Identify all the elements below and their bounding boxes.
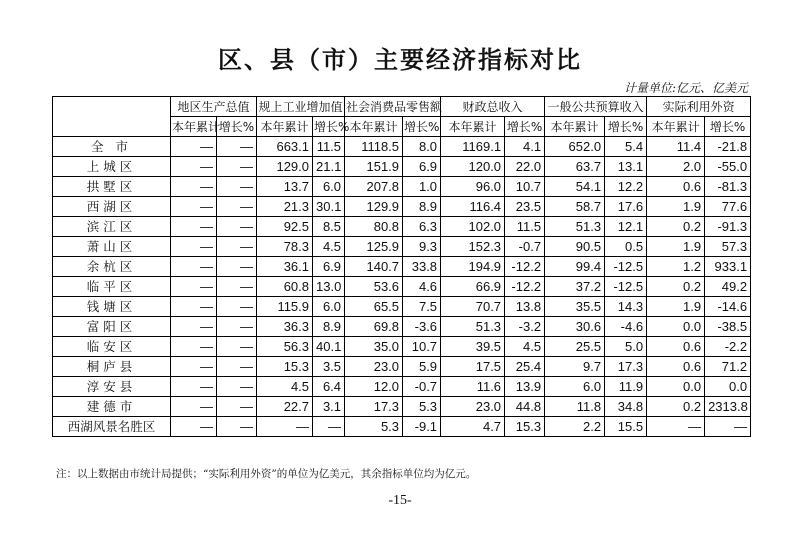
- value-cell: 116.4: [441, 197, 505, 217]
- value-cell: -81.3: [705, 177, 751, 197]
- value-cell: 14.3: [605, 297, 647, 317]
- value-cell: —: [647, 417, 705, 437]
- table-row: [53, 197, 751, 217]
- value-cell: 10.7: [403, 337, 441, 357]
- value-cell: —: [171, 397, 217, 417]
- region-header-cell: [53, 97, 171, 137]
- group-header-row: [53, 97, 751, 117]
- value-cell: 25.5: [545, 337, 605, 357]
- value-cell: —: [313, 417, 345, 437]
- value-cell: -91.3: [705, 217, 751, 237]
- region-name-cell: 富阳区: [53, 317, 171, 337]
- value-cell: 34.8: [605, 397, 647, 417]
- region-name-cell: 滨江区: [53, 217, 171, 237]
- value-cell: 4.6: [403, 277, 441, 297]
- value-cell: -12.2: [505, 257, 545, 277]
- value-cell: 1118.5: [345, 137, 403, 157]
- value-cell: 13.9: [505, 377, 545, 397]
- group-header: 社会消费品零售额: [345, 97, 441, 117]
- value-cell: 66.9: [441, 277, 505, 297]
- value-cell: —: [705, 417, 751, 437]
- value-cell: 58.7: [545, 197, 605, 217]
- value-cell: 5.3: [403, 397, 441, 417]
- value-cell: 13.8: [505, 297, 545, 317]
- value-cell: -38.5: [705, 317, 751, 337]
- value-cell: 2.0: [647, 157, 705, 177]
- value-cell: 15.3: [257, 357, 313, 377]
- value-cell: 125.9: [345, 237, 403, 257]
- value-cell: 22.7: [257, 397, 313, 417]
- value-cell: 0.2: [647, 277, 705, 297]
- value-cell: 9.7: [545, 357, 605, 377]
- value-cell: 6.0: [313, 177, 345, 197]
- value-cell: 5.4: [605, 137, 647, 157]
- value-cell: 60.8: [257, 277, 313, 297]
- value-cell: -21.8: [705, 137, 751, 157]
- value-cell: 10.7: [505, 177, 545, 197]
- value-cell: —: [171, 417, 217, 437]
- value-cell: —: [217, 337, 257, 357]
- value-cell: 115.9: [257, 297, 313, 317]
- value-cell: 2313.8: [705, 397, 751, 417]
- value-cell: 13.0: [313, 277, 345, 297]
- value-cell: —: [217, 197, 257, 217]
- sub-header: 增长%: [705, 117, 751, 137]
- sub-header: 增长%: [403, 117, 441, 137]
- value-cell: 11.6: [441, 377, 505, 397]
- value-cell: 120.0: [441, 157, 505, 177]
- value-cell: 4.5: [505, 337, 545, 357]
- table-row: [53, 337, 751, 357]
- value-cell: 57.3: [705, 237, 751, 257]
- value-cell: 12.0: [345, 377, 403, 397]
- value-cell: 51.3: [441, 317, 505, 337]
- value-cell: —: [217, 357, 257, 377]
- value-cell: 11.5: [505, 217, 545, 237]
- region-name-cell: 全 市: [53, 137, 171, 157]
- region-name-cell: 临平区: [53, 277, 171, 297]
- value-cell: 0.6: [647, 337, 705, 357]
- table-row: [53, 317, 751, 337]
- value-cell: 1.9: [647, 237, 705, 257]
- region-name-cell: 建德市: [53, 397, 171, 417]
- value-cell: 102.0: [441, 217, 505, 237]
- table-row: [53, 277, 751, 297]
- value-cell: -9.1: [403, 417, 441, 437]
- value-cell: 25.4: [505, 357, 545, 377]
- value-cell: 70.7: [441, 297, 505, 317]
- region-name-cell: 淳安县: [53, 377, 171, 397]
- value-cell: —: [171, 177, 217, 197]
- value-cell: 23.5: [505, 197, 545, 217]
- value-cell: —: [217, 277, 257, 297]
- value-cell: —: [171, 377, 217, 397]
- value-cell: 37.2: [545, 277, 605, 297]
- value-cell: 96.0: [441, 177, 505, 197]
- value-cell: 5.0: [605, 337, 647, 357]
- value-cell: -12.5: [605, 257, 647, 277]
- value-cell: —: [217, 157, 257, 177]
- value-cell: 33.8: [403, 257, 441, 277]
- value-cell: 9.3: [403, 237, 441, 257]
- value-cell: 92.5: [257, 217, 313, 237]
- region-name-cell: 钱塘区: [53, 297, 171, 317]
- value-cell: 23.0: [345, 357, 403, 377]
- table-row: [53, 177, 751, 197]
- value-cell: 6.0: [545, 377, 605, 397]
- region-name-cell: 西湖风景名胜区: [53, 417, 171, 437]
- value-cell: —: [257, 417, 313, 437]
- sub-header: 本年累计: [345, 117, 403, 137]
- sub-header: 增长%: [605, 117, 647, 137]
- sub-header: 本年累计: [171, 117, 217, 137]
- value-cell: 56.3: [257, 337, 313, 357]
- value-cell: 8.9: [403, 197, 441, 217]
- value-cell: 6.3: [403, 217, 441, 237]
- footnote: 注：以上数据由市统计局提供；“实际利用外资”的单位为亿美元，其余指标单位均为亿元。: [56, 468, 477, 480]
- value-cell: 0.0: [647, 317, 705, 337]
- table-row: [53, 137, 751, 157]
- value-cell: 4.7: [441, 417, 505, 437]
- value-cell: -12.5: [605, 277, 647, 297]
- group-header: 实际利用外资: [647, 97, 751, 117]
- table-row: [53, 297, 751, 317]
- value-cell: 69.8: [345, 317, 403, 337]
- value-cell: 933.1: [705, 257, 751, 277]
- value-cell: 0.2: [647, 397, 705, 417]
- value-cell: 99.4: [545, 257, 605, 277]
- value-cell: 129.9: [345, 197, 403, 217]
- value-cell: 11.8: [545, 397, 605, 417]
- region-name-cell: 余杭区: [53, 257, 171, 277]
- region-name-cell: 临安区: [53, 337, 171, 357]
- unit-note: 计量单位:亿元、亿美元: [623, 81, 748, 95]
- value-cell: —: [171, 277, 217, 297]
- value-cell: 13.1: [605, 157, 647, 177]
- sub-header: 增长%: [313, 117, 345, 137]
- value-cell: —: [217, 217, 257, 237]
- table-body: [53, 137, 751, 437]
- value-cell: 8.0: [403, 137, 441, 157]
- value-cell: 152.3: [441, 237, 505, 257]
- value-cell: 0.6: [647, 177, 705, 197]
- value-cell: 30.1: [313, 197, 345, 217]
- page-number: -15-: [388, 493, 412, 508]
- value-cell: 12.2: [605, 177, 647, 197]
- value-cell: —: [217, 417, 257, 437]
- value-cell: 49.2: [705, 277, 751, 297]
- value-cell: 5.9: [403, 357, 441, 377]
- value-cell: 12.1: [605, 217, 647, 237]
- value-cell: —: [217, 297, 257, 317]
- sub-header: 本年累计: [647, 117, 705, 137]
- value-cell: 6.0: [313, 297, 345, 317]
- value-cell: 1.9: [647, 197, 705, 217]
- value-cell: 23.0: [441, 397, 505, 417]
- value-cell: 51.3: [545, 217, 605, 237]
- value-cell: 17.3: [345, 397, 403, 417]
- value-cell: 40.1: [313, 337, 345, 357]
- value-cell: —: [171, 217, 217, 237]
- value-cell: 17.5: [441, 357, 505, 377]
- value-cell: 39.5: [441, 337, 505, 357]
- value-cell: -3.2: [505, 317, 545, 337]
- region-name-cell: 上城区: [53, 157, 171, 177]
- value-cell: 80.8: [345, 217, 403, 237]
- value-cell: 4.5: [257, 377, 313, 397]
- group-header: 一般公共预算收入: [545, 97, 647, 117]
- group-header: 地区生产总值: [171, 97, 257, 117]
- value-cell: 36.3: [257, 317, 313, 337]
- sub-header: 本年累计: [257, 117, 313, 137]
- value-cell: 78.3: [257, 237, 313, 257]
- value-cell: —: [171, 137, 217, 157]
- value-cell: 54.1: [545, 177, 605, 197]
- value-cell: —: [171, 157, 217, 177]
- value-cell: 3.5: [313, 357, 345, 377]
- value-cell: —: [217, 257, 257, 277]
- value-cell: 1169.1: [441, 137, 505, 157]
- value-cell: -2.2: [705, 337, 751, 357]
- value-cell: 0.0: [705, 377, 751, 397]
- value-cell: 35.5: [545, 297, 605, 317]
- value-cell: 77.6: [705, 197, 751, 217]
- value-cell: 4.5: [313, 237, 345, 257]
- value-cell: 663.1: [257, 137, 313, 157]
- table-row: [53, 217, 751, 237]
- value-cell: 2.2: [545, 417, 605, 437]
- value-cell: —: [171, 317, 217, 337]
- value-cell: 11.9: [605, 377, 647, 397]
- value-cell: 6.4: [313, 377, 345, 397]
- group-header: 财政总收入: [441, 97, 545, 117]
- value-cell: 44.8: [505, 397, 545, 417]
- value-cell: 6.9: [403, 157, 441, 177]
- value-cell: —: [217, 377, 257, 397]
- table-row: [53, 257, 751, 277]
- value-cell: 13.7: [257, 177, 313, 197]
- value-cell: 15.5: [605, 417, 647, 437]
- value-cell: 194.9: [441, 257, 505, 277]
- value-cell: 90.5: [545, 237, 605, 257]
- table-row: [53, 357, 751, 377]
- economic-indicators-table: [52, 96, 751, 437]
- value-cell: 151.9: [345, 157, 403, 177]
- value-cell: 65.5: [345, 297, 403, 317]
- sub-header: 增长%: [505, 117, 545, 137]
- value-cell: 30.6: [545, 317, 605, 337]
- value-cell: 63.7: [545, 157, 605, 177]
- value-cell: 53.6: [345, 277, 403, 297]
- sub-header: 增长%: [217, 117, 257, 137]
- value-cell: —: [171, 297, 217, 317]
- value-cell: 140.7: [345, 257, 403, 277]
- value-cell: -55.0: [705, 157, 751, 177]
- value-cell: —: [171, 237, 217, 257]
- page-title: 区、县（市）主要经济指标对比: [218, 46, 582, 74]
- value-cell: 1.0: [403, 177, 441, 197]
- value-cell: 207.8: [345, 177, 403, 197]
- value-cell: 11.5: [313, 137, 345, 157]
- region-name-cell: 西湖区: [53, 197, 171, 217]
- value-cell: 17.3: [605, 357, 647, 377]
- value-cell: 22.0: [505, 157, 545, 177]
- value-cell: 8.9: [313, 317, 345, 337]
- table-row: [53, 417, 751, 437]
- value-cell: —: [217, 397, 257, 417]
- value-cell: 11.4: [647, 137, 705, 157]
- group-header: 规上工业增加值: [257, 97, 345, 117]
- value-cell: —: [171, 197, 217, 217]
- value-cell: 21.3: [257, 197, 313, 217]
- value-cell: —: [171, 357, 217, 377]
- value-cell: —: [217, 177, 257, 197]
- region-name-cell: 拱墅区: [53, 177, 171, 197]
- value-cell: —: [171, 337, 217, 357]
- value-cell: -14.6: [705, 297, 751, 317]
- value-cell: -3.6: [403, 317, 441, 337]
- value-cell: -0.7: [505, 237, 545, 257]
- value-cell: 17.6: [605, 197, 647, 217]
- value-cell: -0.7: [403, 377, 441, 397]
- value-cell: —: [171, 257, 217, 277]
- table-row: [53, 157, 751, 177]
- value-cell: 129.0: [257, 157, 313, 177]
- sub-header: 本年累计: [545, 117, 605, 137]
- value-cell: 652.0: [545, 137, 605, 157]
- region-name-cell: 萧山区: [53, 237, 171, 257]
- value-cell: 3.1: [313, 397, 345, 417]
- value-cell: 7.5: [403, 297, 441, 317]
- value-cell: —: [217, 317, 257, 337]
- value-cell: 36.1: [257, 257, 313, 277]
- value-cell: 35.0: [345, 337, 403, 357]
- value-cell: —: [217, 137, 257, 157]
- value-cell: -4.6: [605, 317, 647, 337]
- value-cell: 71.2: [705, 357, 751, 377]
- table-row: [53, 377, 751, 397]
- value-cell: 1.9: [647, 297, 705, 317]
- value-cell: 8.5: [313, 217, 345, 237]
- value-cell: 0.6: [647, 357, 705, 377]
- table-row: [53, 397, 751, 417]
- region-name-cell: 桐庐县: [53, 357, 171, 377]
- value-cell: 5.3: [345, 417, 403, 437]
- value-cell: 0.2: [647, 217, 705, 237]
- value-cell: 0.0: [647, 377, 705, 397]
- value-cell: 15.3: [505, 417, 545, 437]
- value-cell: 4.1: [505, 137, 545, 157]
- value-cell: -12.2: [505, 277, 545, 297]
- value-cell: 6.9: [313, 257, 345, 277]
- table-row: [53, 237, 751, 257]
- value-cell: 1.2: [647, 257, 705, 277]
- value-cell: 0.5: [605, 237, 647, 257]
- sub-header: 本年累计: [441, 117, 505, 137]
- value-cell: —: [217, 237, 257, 257]
- value-cell: 21.1: [313, 157, 345, 177]
